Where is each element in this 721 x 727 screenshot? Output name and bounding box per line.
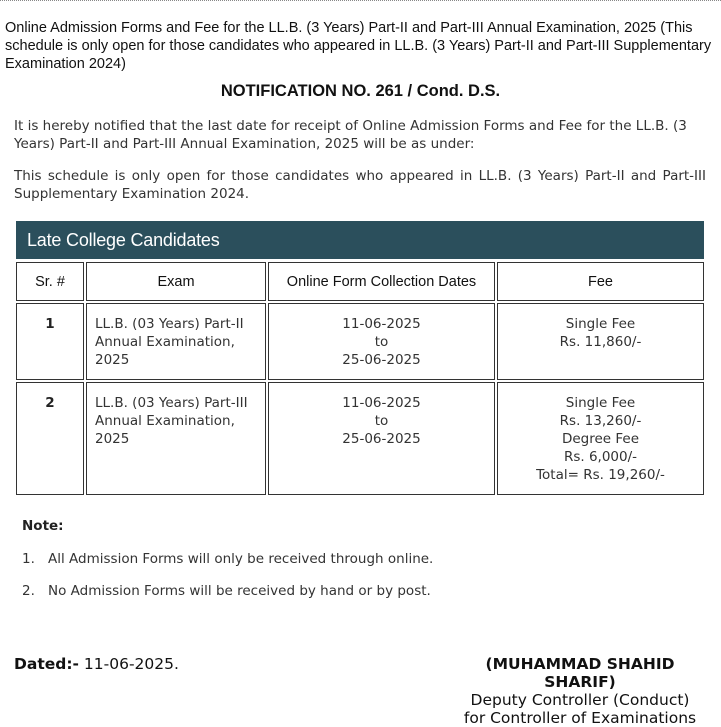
- dated-line: [14, 655, 179, 673]
- page-heading: Online Admission Forms and Fee for the LL.B. (3 Years) Part-II and Part-III Annual Examination, 2025 (This schedule is only open for those candidates who appeared in LL.B. (3 Years) Part-II and Part-III Supplementary Examination 2024): [5, 20, 712, 72]
- eligibility-paragraph: [14, 167, 706, 203]
- note-label: Note:: [22, 518, 64, 534]
- date-line: to: [374, 413, 389, 429]
- fee-line: Rs. 6,000/-: [563, 449, 638, 465]
- fee-line: Single Fee: [565, 395, 636, 411]
- date-line: 25-06-2025: [342, 352, 421, 368]
- date-line: 11-06-2025: [342, 395, 421, 411]
- dated-label: Dated:-: [14, 655, 79, 673]
- signature-block: [455, 655, 705, 727]
- table-row: [16, 382, 704, 495]
- fee-line: Rs. 13,260/-: [559, 413, 642, 429]
- date-line: 25-06-2025: [342, 431, 421, 447]
- header-exam: Exam: [86, 262, 266, 301]
- row-exam: [86, 303, 266, 380]
- signatory-for: for Controller of Examinations: [463, 709, 697, 727]
- note-item: [22, 583, 431, 599]
- fee-line: Degree Fee: [561, 431, 640, 447]
- exam-line: LL.B. (03 Years) Part-III: [95, 395, 248, 411]
- exam-line: 2025: [95, 431, 130, 447]
- row-dates: [268, 303, 495, 380]
- date-line: 11-06-2025: [342, 316, 421, 332]
- panel-title: Late College Candidates: [16, 221, 704, 259]
- header-fee: Fee: [497, 262, 704, 301]
- row-exam: [86, 382, 266, 495]
- exam-line: 2025: [95, 352, 130, 368]
- fee-line: Total= Rs. 19,260/-: [536, 467, 665, 483]
- exam-line: Annual Examination,: [95, 413, 235, 429]
- exam-line: LL.B. (03 Years) Part-II: [95, 316, 244, 332]
- note-text: No Admission Forms will be received by hand or by post.: [48, 583, 431, 599]
- fee-line: Rs. 11,860/-: [559, 334, 642, 350]
- header-sr: Sr. #: [16, 262, 84, 301]
- note-text: All Admission Forms will only be received through online.: [48, 551, 434, 567]
- intro-paragraph: It is hereby notified that the last date for receipt of Online Admission Forms and Fee for the LL.B. (3 Years) Part-II and Part-III Annual Examination, 2025 will be as under:: [14, 118, 687, 152]
- row-fee: [497, 303, 704, 380]
- header-dates: Online Form Collection Dates: [268, 262, 495, 301]
- eligibility-line-2: Supplementary Examination 2024.: [14, 186, 250, 202]
- top-divider: [0, 0, 721, 1]
- notification-title: NOTIFICATION NO. 261 / Cond. D.S.: [220, 82, 501, 100]
- exam-line: Annual Examination,: [95, 334, 235, 350]
- table-row: [16, 303, 704, 380]
- dated-value: 11-06-2025.: [83, 655, 179, 673]
- signatory-title: Deputy Controller (Conduct): [470, 691, 690, 709]
- eligibility-line-1: This schedule is only open for those candidates who appeared in LL.B. (3 Years) Part-II and Part-III: [14, 168, 706, 184]
- row-fee: [497, 382, 704, 495]
- note-number: 1.: [22, 551, 35, 567]
- signatory-name: (MUHAMMAD SHAHID SHARIF): [485, 655, 675, 691]
- table-header-row: [16, 262, 704, 301]
- fee-line: Single Fee: [565, 316, 636, 332]
- date-line: to: [374, 334, 389, 350]
- row-dates: [268, 382, 495, 495]
- note-item: [22, 551, 433, 567]
- schedule-table: [14, 260, 706, 497]
- row-sr: 1: [16, 303, 84, 380]
- row-sr: 2: [16, 382, 84, 495]
- note-number: 2.: [22, 583, 35, 599]
